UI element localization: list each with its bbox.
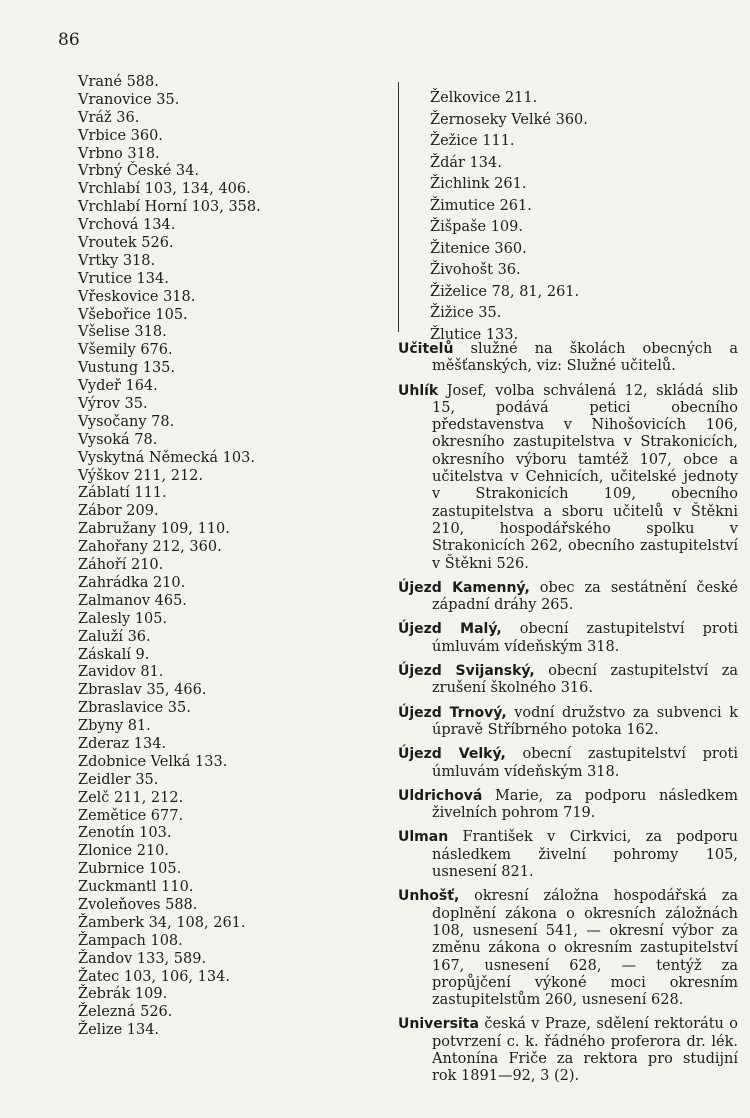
index-entry: Žampach 108. [78,932,183,949]
index-entry: Zaluží 36. [78,628,151,645]
entry-heading: Újezd Velký, [398,746,506,763]
index-entry: Zalesly 105. [78,610,168,627]
index-entry-detailed [398,1016,738,1085]
entry-text: služné na školách obecných a měšťanských, viz: Služné učitelů. [432,341,739,375]
index-entry-detailed [398,621,738,656]
index-entry: Žernoseky Velké 360. [430,111,588,128]
index-entry: Zubrnice 105. [78,861,182,878]
index-entry: Vysoká 78. [78,431,158,448]
index-entry: Zabružany 109, 110. [78,521,230,538]
index-entry: Vrtky 318. [78,252,156,269]
index-entry: Zenotín 103. [78,825,172,842]
index-entry: Vyskytná Německá 103. [78,449,255,466]
index-entry: Vrchlabí 103, 134, 406. [78,181,251,198]
index-entry: Živohošt 36. [430,262,521,278]
entry-text: Marie, za podporu následkem živelních pohrom 719. [432,787,738,822]
index-entry: Vysočany 78. [78,413,175,430]
index-entry-detailed [398,341,738,376]
index-entry: Vrchová 134. [78,217,176,234]
index-entry: Zelč 211, 212. [78,789,184,806]
entry-text: obecní zastupitelství za zrušení školného 316. [432,663,738,697]
entry-text: František v Cirkvici, za podporu následkem živelní pohromy 105, usnesení 821. [432,829,738,881]
entry-heading: Újezd Svijanský, [398,663,535,680]
entry-text: Josef, volba schválená 12, skládá slib 15, podává petici obecního představenstva v Nihošovicích 106, okresního zastupitelstva v Strakonicích, okresního výboru tamtéž 107, obce a učitelstva v Cehnicích, učitelské jednoty v Strakonicích 109, obecního zastupitelstva a sboru učitelů v Štěkni 210, hospodářského spolku v Strakonicích 262, obecního zastupitelství v Štěkni 526. [432,382,738,572]
page-number: 86 [58,30,80,50]
index-entry-detailed [398,383,738,573]
entry-text: česká v Praze, sdělení rektorátu o potvrzení c. k. řádného proferora dr. lék. Antonína Friče za rektora pro studijní rok 1891—92, 3 (2). [432,1016,738,1085]
index-entry: Zvoleňoves 588. [78,896,198,913]
index-entry: Zderaz 134. [78,735,167,752]
index-entry: Vrchlabí Horní 103, 358. [78,199,261,216]
entry-heading: Uldrichová [398,787,483,804]
index-right-entries [398,341,738,1093]
entry-heading: Uhlík [398,382,439,399]
index-entry: Zábor 209. [78,503,159,520]
index-entry: Zuckmantl 110. [78,879,194,896]
index-entry: Žatec 103, 106, 134. [78,968,230,985]
index-entry: Žichlink 261. [430,176,527,192]
index-entry-detailed [398,746,738,781]
index-entry: Žišpaše 109. [430,219,523,235]
index-entry: Všelise 318. [78,324,167,341]
index-entry: Zemětice 677. [78,807,184,824]
index-entry: Vustung 135. [78,360,176,377]
index-entry: Vrbno 318. [78,145,160,162]
index-entry: Vrbný České 34. [78,163,199,180]
index-entry: Želkovice 211. [430,90,538,106]
index-entry: Žandov 133, 589. [78,950,207,967]
index-entry: Zbyny 81. [78,718,151,735]
index-entry: Vydeř 164. [78,378,158,395]
index-entry: Záblatí 111. [78,485,167,502]
index-entry: Žimutice 261. [430,197,532,214]
index-entry: Vrané 588. [78,74,159,90]
index-entry: Záskalí 9. [78,646,150,663]
index-entry: Zbraslav 35, 466. [78,682,207,699]
index-entry: Vrbice 360. [78,127,163,144]
entry-heading: Učitelů [398,341,454,357]
entry-heading: Ulman [398,829,449,846]
entry-heading: Újezd Malý, [398,621,502,638]
index-entry: Výškov 211, 212. [78,467,204,484]
index-entry: Ždár 134. [430,154,502,171]
index-entry: Žiželice 78, 81, 261. [430,283,580,300]
entry-text: obec za sestátnění české západní dráhy 265. [432,579,738,614]
index-entry: Zlonice 210. [78,843,170,860]
index-entry: Výrov 35. [78,396,148,413]
index-entry: Vrutice 134. [78,270,169,287]
index-entry: Vranovice 35. [78,91,180,108]
index-entry: Vráž 36. [78,109,140,126]
entry-text: vodní družstvo za subvenci k úpravě Stříbrného potoka 162. [432,704,738,738]
entry-text: obecní zastupitelství proti úmluvám vídeňským 318. [432,621,738,655]
index-entry: Zahořany 212, 360. [78,539,222,556]
index-entry-detailed [398,705,738,740]
index-left-column [78,74,378,1040]
column-divider [398,82,399,332]
entry-heading: Universita [398,1016,479,1033]
index-entry-detailed [398,663,738,698]
index-entry: Vřeskovice 318. [78,288,196,305]
index-entry: Zbraslavice 35. [78,700,191,717]
index-entry: Zavidov 81. [78,664,164,681]
index-entry-detailed [398,888,738,1009]
index-entry: Všebořice 105. [78,306,188,323]
index-entry-detailed [398,829,738,881]
index-entry: Záhoří 210. [78,557,164,574]
index-entry: Všemily 676. [78,342,173,359]
index-entry: Zdobnice Velká 133. [78,753,228,770]
index-entry: Žlutice 133. [430,326,519,343]
index-entry: Žežice 111. [430,133,515,149]
index-entry: Žebrák 109. [78,986,168,1003]
index-entry: Zalmanov 465. [78,592,187,609]
index-entry: Železná 526. [78,1004,173,1021]
index-entry: Žižice 35. [430,305,502,321]
entry-heading: Unhošť, [398,888,460,905]
entry-text: okresní záložna hospodářská za doplnění zákona o okresních záložnách 108, usnesení 541, — okresní výbor za změnu zákona o okresním zastupitelství 167, usnesení 628, — tentýž za propůjčení výkoné moci okresním zastupitelstům 260, usnesení 628. [432,888,738,1009]
entry-text: obecní zastupitelství proti úmluvám vídeňským 318. [432,746,738,780]
index-right-top-column [430,88,730,346]
index-entry: Želize 134. [78,1022,160,1039]
index-entry-detailed [398,788,738,823]
index-entry: Žitenice 360. [430,240,527,257]
index-entry: Žamberk 34, 108, 261. [78,914,246,931]
index-entry-detailed [398,580,738,615]
entry-heading: Újezd Kamenný, [398,579,530,596]
index-entry: Vroutek 526. [78,235,174,252]
index-entry: Zeidler 35. [78,771,159,788]
entry-heading: Újezd Trnový, [398,704,507,721]
index-entry: Zahrádka 210. [78,574,186,591]
